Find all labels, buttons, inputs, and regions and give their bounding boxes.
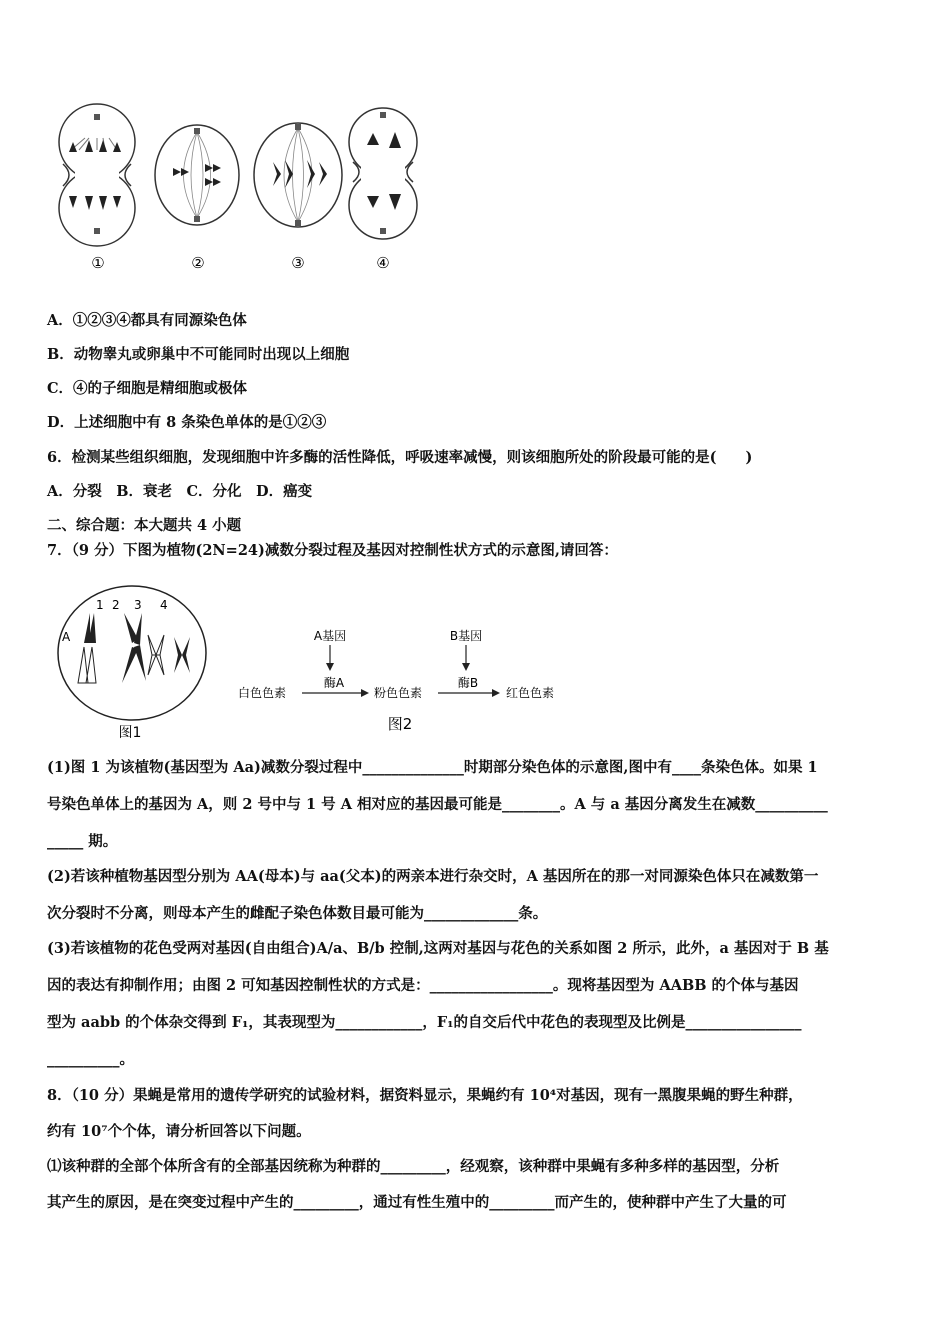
- q7-part1-line3: _____ 期。: [47, 833, 118, 850]
- cell-4: [349, 108, 417, 239]
- figure-1-caption: 图1: [118, 725, 142, 741]
- enzyme-b-label: 酶B: [457, 676, 479, 690]
- q7-part3-line3: 型为 aabb 的个体杂交得到 F₁，其表现型为____________，F₁的自交后代中花色的表现型及比例是________________: [47, 1014, 802, 1031]
- cell-3: [254, 123, 342, 227]
- q8-line1: 8．（10 分）果蝇是常用的遗传学研究的试验材料，据资料显示，果蝇约有 10⁴对基因，现有一黑腹果蝇的野生种群，: [47, 1087, 803, 1104]
- option-a: A．①②③④都具有同源染色体: [47, 312, 247, 329]
- gene-label-a: A: [62, 630, 71, 644]
- chromatid-number-1: 1: [96, 598, 104, 612]
- question-6-stem: 6．检测某些组织细胞，发现细胞中许多酶的活性降低，呼吸速率减慢，则该细胞所处的阶段最可能的是( ): [47, 449, 753, 466]
- chromatid-number-4: 4: [160, 598, 168, 612]
- q7-part2-line2: 次分裂时不分离，则母本产生的雌配子染色体数目最可能为_____________条。: [47, 905, 548, 922]
- option-c: C．④的子细胞是精细胞或极体: [47, 380, 248, 397]
- cell-2: [155, 125, 239, 225]
- cell-label-2: ②: [191, 254, 205, 272]
- question-7-stem: 7．（9 分）下图为植物(2N=24)减数分裂过程及基因对控制性状方式的示意图,请回答：: [47, 542, 618, 559]
- cell-division-figure: [55, 100, 425, 275]
- cell-1: [59, 104, 135, 246]
- q7-part2-line1: (2)若该种植物基因型分别为 AA(母本)与 aa(父本)的两亲本进行杂交时，A 基因所在的那一对同源染色体只在减数第一: [47, 868, 819, 885]
- q7-part3-line4: __________。: [47, 1051, 134, 1068]
- gene-b-label: B基因: [449, 629, 483, 643]
- q7-part1-line2: 号染色单体上的基因为 A，则 2 号中与 1 号 A 相对应的基因最可能是________。A 与 a 基因分离发生在减数__________: [47, 796, 828, 813]
- cell-label-4: ④: [376, 254, 390, 272]
- chromatid-number-3: 3: [134, 598, 142, 612]
- figure-1: [52, 583, 212, 743]
- figure-2: [230, 625, 590, 740]
- red-pigment: 红色色素: [506, 686, 555, 700]
- question-6-options: A．分裂 B．衰老 C．分化 D．癌变: [47, 483, 313, 500]
- q8-line4: 其产生的原因，是在突变过程中产生的_________，通过有性生殖中的_________而产生的，使种群中产生了大量的可: [47, 1194, 787, 1211]
- figure-2-caption: 图2: [387, 715, 413, 733]
- q7-part1-line1: (1)图 1 为该植物(基因型为 Aa)减数分裂过程中______________时期部分染色体的示意图,图中有____条染色体。如果 1: [47, 759, 818, 776]
- q8-line3: ⑴该种群的全部个体所含有的全部基因统称为种群的_________，经观察，该种群中果蝇有多种多样的基因型，分析: [47, 1158, 780, 1175]
- white-pigment: 白色色素: [238, 686, 287, 700]
- option-d: D．上述细胞中有 8 条染色单体的是①②③: [47, 414, 327, 431]
- chromatid-number-2: 2: [112, 598, 120, 612]
- cell-label-1: ①: [91, 254, 105, 272]
- q7-part3-line2: 因的表达有抑制作用；由图 2 可知基因控制性状的方式是：_________________。现将基因型为 AABB 的个体与基因: [47, 977, 799, 994]
- q8-line2: 约有 10⁷个个体，请分析回答以下问题。: [47, 1123, 311, 1140]
- gene-a-label: A基因: [313, 629, 347, 643]
- pink-pigment: 粉色色素: [374, 686, 423, 700]
- q7-part3-line1: (3)若该植物的花色受两对基因(自由组合)A/a、B/b 控制,这两对基因与花色的关系如图 2 所示，此外，a 基因对于 B 基: [47, 940, 829, 957]
- section-heading: 二、综合题：本大题共 4 小题: [47, 517, 242, 534]
- option-b: B．动物睾丸或卵巢中不可能同时出现以上细胞: [47, 346, 350, 363]
- enzyme-a-label: 酶A: [323, 676, 345, 690]
- cell-label-3: ③: [291, 254, 305, 272]
